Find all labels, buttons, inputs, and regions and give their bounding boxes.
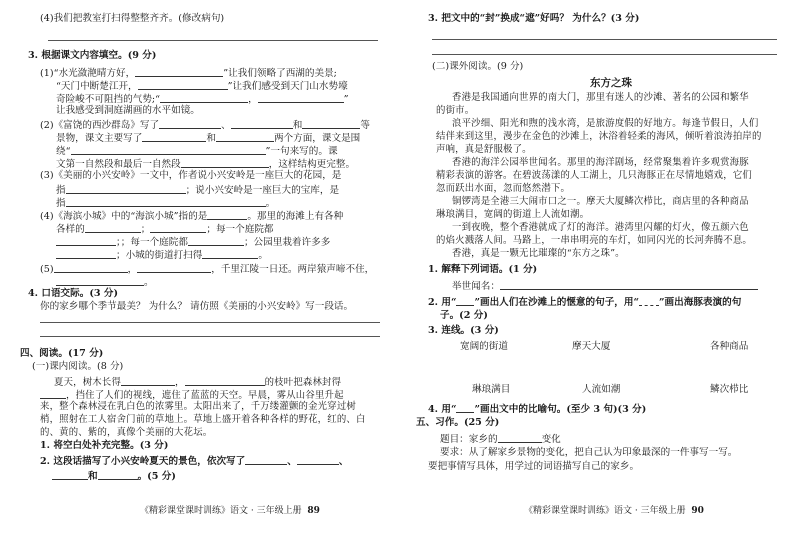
- exercise-2-line2: 子。(2 分): [440, 310, 488, 321]
- para3-line1: 香港的海洋公园举世闻名。那里的海洋剧场，经常聚集着许多观赏海豚: [452, 157, 749, 168]
- blank[interactable]: [52, 469, 88, 480]
- blank[interactable]: [160, 92, 248, 103]
- blank[interactable]: [56, 235, 116, 246]
- reading-q2: 2. 这段话描写了小兴安岭夏天的景色，依次写了 、 、: [40, 456, 349, 467]
- q3-3-line1: (3)《美丽的小兴安岭》一文中，作者说小兴安岭是一座巨大的花园，是: [40, 170, 342, 181]
- link-item[interactable]: 人流如潮: [582, 384, 621, 395]
- page-number: 89: [307, 506, 320, 516]
- blank[interactable]: [137, 262, 211, 273]
- blank[interactable]: [188, 235, 244, 246]
- blank[interactable]: [231, 118, 293, 129]
- q3-2-line3: 绕“ ”一句来写的。课: [56, 146, 338, 157]
- item4-rewrite: (4)我们把教室打扫得整整齐齐。(修改病句): [40, 13, 225, 24]
- blank[interactable]: [216, 131, 274, 142]
- reading-q1: 1. 将空白处补充完整。(3 分): [40, 440, 169, 451]
- q3-2-line4: 文第一自然段和最后一自然段 ，这样结构更完整。: [56, 159, 356, 170]
- blank[interactable]: [185, 375, 265, 386]
- page-number: 90: [691, 506, 704, 516]
- reading-q3: 3. 把文中的“封”换成“遮”好吗？ 为什么？(3 分): [428, 13, 640, 24]
- section-4-heading: 四、阅读。(17 分): [20, 348, 104, 359]
- para4-line1: 铜锣湾是全港三大闹市口之一。摩天大厦鳞次栉比，商店里的各种商品: [452, 196, 749, 207]
- section-4-part-1: (一)课内阅读。(8 分): [32, 361, 124, 372]
- para2-line3: 声响，真是舒服极了。: [436, 144, 532, 155]
- exercise-2: 2. 用“ ”画出人们在沙滩上的惬意的句子，用“ ”画出海豚表演的句: [428, 297, 742, 308]
- q3-3-line3: 指 。: [56, 198, 276, 209]
- blank[interactable]: [142, 131, 206, 142]
- blank[interactable]: [121, 375, 175, 386]
- blank[interactable]: [54, 262, 128, 273]
- blank[interactable]: [245, 454, 287, 465]
- para3-line3: 忽而跃出水面，忽而悠然潜下。: [436, 183, 571, 194]
- blank[interactable]: [498, 432, 542, 443]
- blank[interactable]: [297, 454, 339, 465]
- exercise-4: 4. 用“ ”画出文中的比喻句。(至少 3 句)(3 分): [428, 404, 647, 415]
- para1-line1: 香港是我国通向世界的南大门，那里有迷人的沙滩、著名的公园和繁华: [452, 92, 749, 103]
- blank[interactable]: [302, 118, 360, 129]
- blank[interactable]: [500, 279, 758, 290]
- underline-sample: [456, 295, 474, 306]
- para6: 香港，真是一颗无比璀璨的“东方之珠”。: [452, 248, 625, 259]
- q3-4-line1: (4)《海滨小城》中的“海滨小城”指的是 。那里的海滩上有各种: [40, 211, 344, 222]
- para5-line1: 一到夜晚，整个香港就成了灯的海洋。港湾里闪耀的灯火，像五颜六色: [452, 222, 749, 233]
- exercise-1: 1. 解释下列词语。(1 分): [428, 264, 538, 275]
- blank[interactable]: [56, 275, 144, 286]
- blank[interactable]: [207, 209, 247, 220]
- question-3-heading: 3. 根据课文内容填空。(9 分): [28, 50, 157, 61]
- q3-1-line1: (1)“水光潋滟晴方好， ”让我们领略了西湖的美景;: [40, 68, 337, 79]
- para1-line2: 的街市。: [436, 105, 475, 116]
- q3-1-line3: 奇险峻不可阻挡的气势;“ ， ”: [56, 94, 349, 105]
- link-item[interactable]: 摩天大厦: [572, 341, 611, 352]
- q3-5-line2: 。: [56, 275, 154, 289]
- blank[interactable]: [85, 222, 141, 233]
- link-item[interactable]: 琳琅满目: [472, 384, 511, 395]
- q3-4-line2: 各样的 ； ；每一个庭院都: [56, 224, 274, 235]
- wavy-line-sample: [639, 295, 659, 306]
- link-item[interactable]: 鳞次栉比: [710, 384, 749, 395]
- q4-text: 你的家乡哪个季节最美？ 为什么？ 请仿照《美丽的小兴安岭》写一段话。: [40, 301, 354, 312]
- link-item[interactable]: 各种商品: [710, 341, 749, 352]
- reading-q2-line2: 和 。(5 分): [52, 469, 176, 483]
- passage-title: 东方之珠: [590, 77, 632, 89]
- answer-line[interactable]: [432, 39, 777, 40]
- passage-line1: 夏天，树木长得 ， 的枝叶把森林封得: [54, 377, 342, 388]
- exercise-1-word: 举世闻名：: [452, 279, 758, 293]
- writing-requirement-2: 要把事情写具体，用学过的词语描写自己的家乡。: [428, 461, 640, 472]
- blank[interactable]: [56, 248, 116, 259]
- answer-line[interactable]: [40, 336, 380, 337]
- writing-topic: 题目：家乡的 变化: [440, 434, 561, 445]
- answer-line[interactable]: [432, 54, 777, 55]
- blank[interactable]: [98, 469, 138, 480]
- q3-1-line2: “天门中断楚江开， ”让我们感受到天门山水势壕: [56, 81, 348, 92]
- answer-line[interactable]: [48, 40, 378, 41]
- q3-5-line: (5) ， ，千里江陵一日还。两岸猿声啼不住，: [40, 264, 375, 275]
- section-5-heading: 五、习作。(25 分): [416, 417, 500, 428]
- blank[interactable]: [138, 79, 228, 90]
- blank[interactable]: [258, 92, 344, 103]
- q3-4-line3: ；；每一个庭院都 ；公园里栽着许多多: [56, 235, 330, 249]
- q3-3-line2: 指 ；说小兴安岭是一座巨大的宝库，是: [56, 185, 340, 196]
- section-2-heading: (二)课外阅读。(9 分): [432, 61, 524, 72]
- q3-2-line2: 景物，课文主要写了 和 两个方面，课文是围: [56, 133, 361, 144]
- blank[interactable]: [135, 66, 223, 77]
- blank[interactable]: [40, 388, 66, 399]
- para4-line2: 琳琅满目，宽阔的街道上人流如潮。: [436, 209, 590, 220]
- q3-1-line4: 让我感受到洞庭湖画的水平如镜。: [56, 105, 200, 116]
- exercise-3: 3. 连线。(3 分): [428, 325, 499, 336]
- passage-line4: 梢，照射在工人宿舍门前的草地上。草地上盛开着各种各样的野花，红的、白: [40, 414, 366, 425]
- footer: 《精彩课堂课时训练》语文 · 三年级上册 89: [140, 506, 320, 516]
- passage-line2: ，挡住了人们的视线，遮住了蓝蓝的天空。早晨，雾从山谷里升起: [40, 388, 344, 402]
- blank[interactable]: [181, 157, 269, 168]
- para2-line2: 结伴来到这里，漫步在金色的沙滩上，沐浴着轻柔的海风，倾听着浪涛拍岸的: [436, 131, 762, 142]
- right-page: [400, 0, 800, 558]
- blank[interactable]: [71, 144, 266, 155]
- blank[interactable]: [66, 183, 186, 194]
- para5-line2: 的焰火溅落人间。马路上，一串串明亮的车灯，如同闪光的长河奔腾不息。: [436, 235, 752, 246]
- writing-requirement-1: 要求：从了解家乡景物的变化，把自己认为印象最深的一件事写一写。: [440, 447, 738, 458]
- blank[interactable]: [66, 196, 266, 207]
- passage-line3: 来，整个森林浸在乳白色的浓雾里。太阳出来了，千万缕灌颤的金光穿过树: [40, 401, 356, 412]
- para2-line1: 浪平沙细、阳光和煦的浅水湾，是旅游度假的好地方。每逢节假日，人们: [452, 118, 759, 129]
- q3-4-line4: ；小城的街道打扫得 。: [56, 248, 268, 262]
- blank[interactable]: [202, 248, 258, 259]
- q3-2-line1: (2)《富饶的西沙群岛》写了 、 和 等: [40, 120, 370, 131]
- question-4-heading: 4. 口语交际。(3 分): [28, 288, 119, 299]
- footer: 《精彩课堂课时训练》语文 · 三年级上册 90: [524, 506, 704, 516]
- passage-line5: 的、黄的、紫的，真像个美丽的大花坛。: [40, 427, 213, 438]
- underline-sample: [456, 402, 474, 413]
- blank[interactable]: [159, 118, 221, 129]
- blank[interactable]: [150, 222, 206, 233]
- para3-line2: 精彩表演的游客。在碧波荡漾的人工湖上，几只海豚正在尽情地嬉戏，它们: [436, 170, 752, 181]
- answer-line[interactable]: [40, 322, 380, 323]
- link-item[interactable]: 宽阔的街道: [460, 341, 508, 352]
